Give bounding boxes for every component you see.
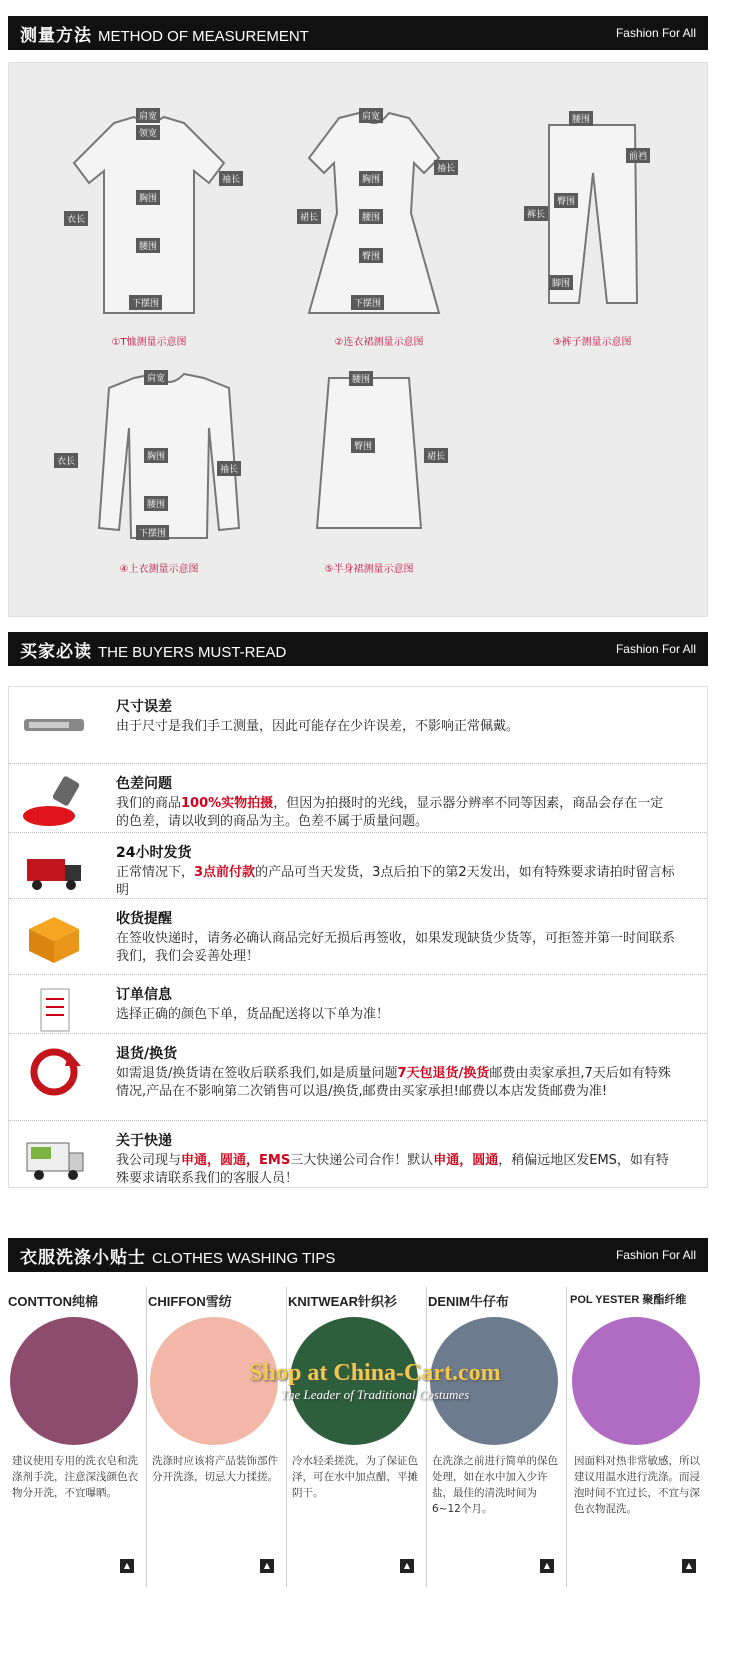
list-item <box>9 833 707 899</box>
fabric-swatch <box>572 1317 700 1445</box>
tshirt-caption: ①T恤测量示意图 <box>111 337 187 348</box>
tshirt-label-length: 衣长 <box>64 211 88 226</box>
fabric-name: CHIFFON雪纺 <box>148 1294 232 1309</box>
fabric-name: KNITWEAR针织衫 <box>288 1294 398 1309</box>
tshirt-label-chest: 胸围 <box>136 190 160 205</box>
fabric-tip: 在洗涤之前进行简单的保色处理，如在水中加入少许盐，最佳的清洗时间为6~12个月。 <box>432 1455 558 1515</box>
fabric-card-knitwear <box>288 1287 424 1617</box>
brand-tag: Fashion For All <box>615 1248 696 1262</box>
tshirt-label-shoulder: 肩宽 <box>136 108 160 123</box>
skirt-label-hip: 臀围 <box>351 438 375 453</box>
fabric-name: DENIM牛仔布 <box>428 1294 509 1309</box>
fabric-tip: 因面料对热非常敏感，所以建议用温水进行洗涤。而浸泡时间不宜过长，不宜与深色衣物混洗。 <box>574 1455 700 1515</box>
dress-label-waist: 腰围 <box>359 209 383 224</box>
item-desc: 在签收快递时，请务必确认商品完好无损后再签收，如果发现缺货少货等，可拒签并第一时间联系我们，我们会妥善处理！ <box>116 931 676 964</box>
divider <box>146 1287 147 1587</box>
list-item <box>9 1121 707 1187</box>
box-icon <box>19 907 89 967</box>
pants-label-waist: 腰围 <box>569 111 593 126</box>
item-desc: 由于尺寸是我们手工测量，因此可能存在少许误差，不影响正常佩戴。 <box>116 719 520 734</box>
truck-icon <box>19 841 89 901</box>
measurement-panel <box>8 62 708 617</box>
scroll-up-icon[interactable]: ▲ <box>120 1559 134 1573</box>
washing-header <box>8 1238 708 1272</box>
list-item <box>9 899 707 975</box>
fabric-card-cotton <box>8 1287 144 1617</box>
fabric-card-chiffon <box>148 1287 284 1617</box>
item-desc: 选择正确的颜色下单，货品配送将以下单为准！ <box>116 1007 390 1022</box>
skirt-label-length: 裙长 <box>424 448 448 463</box>
buyers-title: 买家必读 THE BUYERS MUST-READ <box>20 641 287 661</box>
divider <box>566 1287 567 1587</box>
buyers-header <box>8 632 708 666</box>
dress-label-sleeve: 袖长 <box>434 160 458 175</box>
skirt-diagram <box>309 368 429 538</box>
pants-label-hip: 臀围 <box>554 193 578 208</box>
fabric-swatch <box>10 1317 138 1445</box>
list-item <box>9 687 707 764</box>
scroll-up-icon[interactable]: ▲ <box>400 1559 414 1573</box>
divider <box>286 1287 287 1587</box>
skirt-label-waist: 腰围 <box>349 371 373 386</box>
item-title: 关于快递 <box>116 1133 172 1149</box>
top-caption: ④上衣测量示意图 <box>119 564 199 575</box>
pants-caption: ③裤子测量示意图 <box>552 337 632 348</box>
pants-label-cuff: 脚围 <box>549 275 573 290</box>
fabric-name: POL YESTER 聚酯纤维 <box>570 1294 687 1306</box>
brand-tag: Fashion For All <box>615 642 696 656</box>
fabric-tip: 建议使用专用的洗衣皂和洗涤剂手洗，注意深浅颜色衣物分开洗，不宜曝晒。 <box>12 1455 138 1499</box>
tshirt-label-waist: 腰围 <box>136 238 160 253</box>
item-desc: 正常情况下，3点前付款的产品可当天发货，3点后拍下的第2天发出，如有特殊要求请拍时留言标明 <box>116 865 675 898</box>
divider <box>426 1287 427 1587</box>
dress-label-chest: 胸围 <box>359 171 383 186</box>
measurement-header <box>8 16 708 50</box>
pants-label-rise: 前裆 <box>626 148 650 163</box>
fabric-tip: 洗涤时应该将产品装饰部件分开洗涤，切忌大力揉搓。 <box>152 1455 278 1483</box>
washing-tips <box>8 1287 708 1617</box>
fabric-name: CONTTON纯棉 <box>8 1294 99 1309</box>
dress-label-shoulder: 肩宽 <box>359 108 383 123</box>
item-title: 24小时发货 <box>116 845 192 861</box>
must-read-panel <box>8 686 708 1188</box>
watermark <box>205 1360 545 1410</box>
top-label-hem: 下摆围 <box>136 525 169 540</box>
top-label-sleeve: 袖长 <box>217 461 241 476</box>
watermark-brand: Shop at China-Cart.com <box>249 1360 501 1386</box>
item-title: 订单信息 <box>116 987 172 1003</box>
list-item <box>9 764 707 833</box>
scroll-up-icon[interactable]: ▲ <box>540 1559 554 1573</box>
dress-label-hem: 下摆围 <box>351 295 384 310</box>
scroll-up-icon[interactable]: ▲ <box>260 1559 274 1573</box>
measurement-title: 测量方法 METHOD OF MEASUREMENT <box>20 25 309 45</box>
item-title: 收货提醒 <box>116 911 172 927</box>
fabric-card-polyester <box>570 1287 706 1617</box>
dress-label-hip: 臀围 <box>359 248 383 263</box>
ruler-icon <box>19 695 89 755</box>
tshirt-label-hem: 下摆围 <box>129 295 162 310</box>
item-title: 退货/换货 <box>116 1046 178 1062</box>
dress-label-length: 裙长 <box>297 209 321 224</box>
fabric-tip: 冷水轻柔搓洗，为了保证色泽，可在水中加点醋，平摊阴干。 <box>292 1455 418 1499</box>
item-desc: 如需退货/换货请在签收后联系我们,如是质量问题7天包退货/换货邮费由卖家承担,7天后如有特殊情况,产品在不影响第二次销售可以退/换货,邮费由买家承担!邮费以本店发货邮费为准! <box>116 1066 671 1099</box>
delivery-van-icon <box>19 1129 89 1189</box>
brand-tag: Fashion For All <box>615 26 696 40</box>
list-item <box>9 975 707 1034</box>
top-label-shoulder: 肩宽 <box>144 370 168 385</box>
watermark-slogan: The Leader of Traditional Costumes <box>280 1387 470 1402</box>
tshirt-label-sleeve: 袖长 <box>219 171 243 186</box>
item-title: 色差问题 <box>116 776 172 792</box>
item-desc: 我们的商品100%实物拍摄，但因为拍摄时的光线，显示器分辨率不同等因素，商品会存在一定的色差，请以收到的商品为主。色差不属于质量问题。 <box>116 796 664 829</box>
skirt-caption: ⑤半身裙测量示意图 <box>324 564 414 575</box>
top-label-waist: 腰围 <box>144 496 168 511</box>
item-desc: 我公司现与申通，圆通，EMS三大快递公司合作！默认申通，圆通，稍偏远地区发EMS，如有特殊要求请联系我们的客服人员！ <box>116 1153 669 1186</box>
exchange-icon <box>19 1042 89 1102</box>
pants-label-length: 裤长 <box>524 206 548 221</box>
fabric-card-denim <box>428 1287 564 1617</box>
dress-caption: ②连衣裙测量示意图 <box>334 337 424 348</box>
item-title: 尺寸误差 <box>116 699 172 715</box>
top-label-length: 衣长 <box>54 453 78 468</box>
paint-spill-icon <box>19 772 89 832</box>
top-label-chest: 胸围 <box>144 448 168 463</box>
scroll-up-icon[interactable]: ▲ <box>682 1559 696 1573</box>
tshirt-label-neck: 领宽 <box>136 125 160 140</box>
top-diagram <box>79 368 259 543</box>
list-item <box>9 1034 707 1121</box>
washing-title: 衣服洗涤小贴士 CLOTHES WASHING TIPS <box>20 1247 336 1267</box>
